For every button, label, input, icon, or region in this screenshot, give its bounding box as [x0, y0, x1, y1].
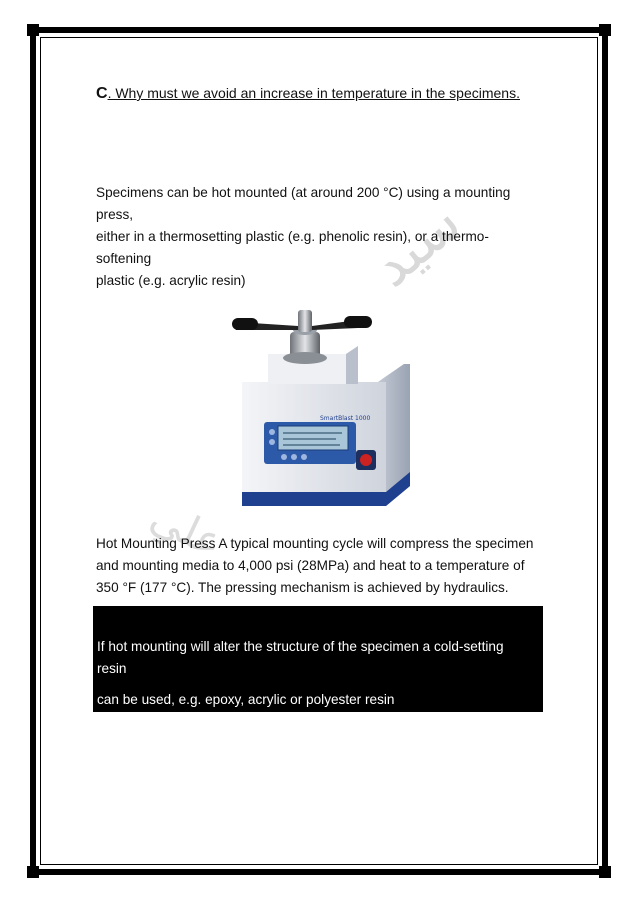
question-text: . Why must we avoid an increase in temperature in the specimens. — [107, 85, 520, 101]
image-caption — [96, 533, 556, 599]
panel-label: SmartBlast 1000 — [320, 415, 371, 422]
intro-paragraph — [96, 182, 536, 292]
question-heading — [96, 85, 520, 103]
paragraph-line: softening — [96, 251, 152, 266]
caption-line: and mounting media to 4,000 psi (28MPa) and heat to a temperature of — [96, 558, 525, 573]
paragraph-line: either in a thermosetting plastic (e.g. phenolic resin), or a thermo- — [96, 229, 489, 244]
caption-line: Hot Mounting Press A typical mounting cycle will compress the specimen — [96, 536, 534, 551]
paragraph-line: plastic (e.g. acrylic resin) — [96, 273, 246, 288]
hot-mounting-press-image — [228, 302, 424, 516]
note-line: resin — [97, 661, 127, 676]
corner-ornament-br — [599, 866, 611, 878]
corner-ornament-bl — [27, 866, 39, 878]
watermark-text-lower: علي — [143, 491, 231, 568]
note-line: If hot mounting will alter the structure of the specimen a cold-setting — [97, 639, 504, 654]
paragraph-line: press, — [96, 207, 134, 222]
corner-ornament-tl — [27, 24, 39, 36]
caption-line: 350 °F (177 °C). The pressing mechanism is achieved by hydraulics. — [96, 580, 509, 595]
question-letter: C — [96, 85, 108, 102]
corner-ornament-tr — [599, 24, 611, 36]
note-line: can be used, e.g. epoxy, acrylic or polyester resin — [97, 692, 395, 707]
cold-setting-note — [93, 606, 543, 712]
watermark-text: سيد — [360, 190, 474, 300]
paragraph-line: Specimens can be hot mounted (at around 200 °C) using a mounting — [96, 185, 511, 200]
